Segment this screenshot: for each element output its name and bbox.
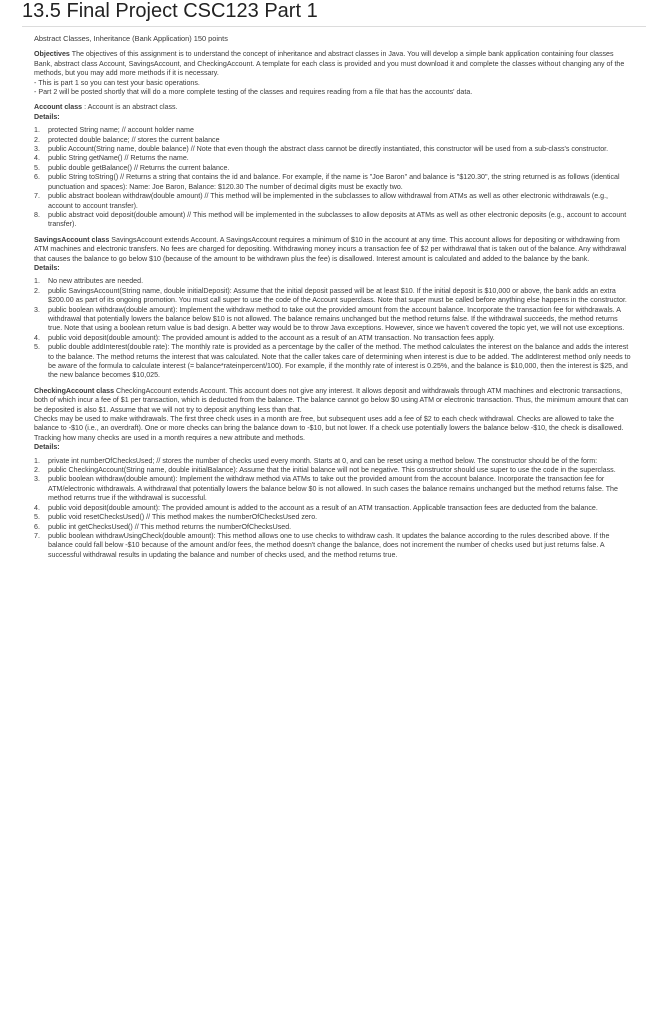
checking-intro [34, 387, 632, 415]
list-item: 7. public boolean withdrawUsingCheck(double amount): This method allows one to use checks to withdraw cash. It updates the balance according to the rules described above. If the balance could fall below -$10 because of the amount and/or fees, the method doesn't change the balance, does not increment the number of checks used but just returns false. A successful withdrawal results in updating the balance and number of checks used, and the method returns true. [34, 531, 610, 559]
list-item: 6. public String toString() // Returns a string that contains the id and balance. For example, if the name is "Joe Baron" and balance is "$120.30", the string returned is as follows (identical punctuation and spaces): Name: Joe Baron, Balance: $120.30 The number of decimal digits must be exactly two. [34, 173, 620, 191]
objectives-text: The objectives of this assignment is to understand the concept of inheritance and abstract classes in Java. You will develop a simple bank application containing four classes Bank, abstract class Account, SavingsAccount, and CheckingAccount. A template for each class is provided and you must download it and complete the classes without changing any of the methods, but you may add more methods if it is necessary. [34, 50, 625, 78]
savings-label: SavingsAccount class [34, 235, 110, 244]
list-item: 1. No new attributes are needed. [34, 277, 144, 286]
list-item: 8. public abstract void deposit(double amount) // This method will be implemented in the subclasses to allow deposits at ATMs as well as other electronic deposits (e.g., account to account transfer). [34, 210, 627, 229]
savings-details-label: Details: [34, 263, 60, 272]
assignment-body [34, 34, 632, 560]
list-item: 2. public CheckingAccount(String name, double initialBalance): Assume that the initial balance will not be negative. This constructor should use super to use the code in the superclass. [34, 466, 616, 475]
list-item: 1. private int numberOfChecksUsed; // stores the number of checks used every month. Starts at 0, and can be reset using a method below. The constructor should be of the form: [34, 456, 598, 465]
savings-text: SavingsAccount extends Account. A SavingsAccount requires a minimum of $10 in the account at any time. This account allows for depositing or withdrawing from ATM machines and electronic transfers. No fees are charged for depositing. Withdrawing money incurs a transaction fee of $2 per withdrawal that is taken out of the balance. Any withdrawal that causes the balance to go below $10 (because of the amount to be withdrawn plus the fee) is disallowed. Interest amount is calculated and added to the balance by the bank. [34, 235, 627, 263]
list-item: 5. public double addInterest(double rate): The monthly rate is provided as a percentage by the caller of the method. The method calculates the interest on the balance and adds the interest to the balance. The method returns the interest that was calculated. Note that the caller takes care of determining when interest is due to be added. The addInterest method only needs to be aware of the formula to calculate interest (= balance*rateinpercent/100). For example, if the monthly rate of interest is 0.25%, and the balance is $10,000, then the interest is $25, and the new balance becomes $10,025. [34, 343, 631, 380]
checking-text: CheckingAccount extends Account. This account does not give any interest. It allows deposit and withdrawals through ATM machines and electronic transactions, both of which incur a fee of $1 per transaction, which is deducted from the balance. The balance cannot go below $0 using ATM or electronic transaction. Thus, the minimum amount that can be deposited is also $1. Assume that we will not try to deposit anything less than that. [34, 386, 629, 414]
list-item: 2. public SavingsAccount(String name, double initialDeposit): Assume that the initial deposit passed will be at least $10. If the initial deposit is $10,000 or above, the bank adds an extra $200.00 as part of its ongoing promotion. You must call super to use the code of the Account superclass. Note that super must be called before anything else happens in the constructor. [34, 286, 627, 305]
list-item: 6. public int getChecksUsed() // This method returns the numberOfChecksUsed. [34, 522, 292, 531]
list-item: 3. public boolean withdraw(double amount): Implement the withdraw method to take out the provided amount from the account balance. Incorporate the transaction fee for withdrawals. A withdrawal that potentially lowers the balance below $10 is not allowed. The balance remains unchanged but the method returns false. If the withdrawal succeeds, the method returns true. Note that using a boolean return value is bad design. A better way would be to throw Java exceptions. However, since we haven't covered the topic yet, we will not use exceptions. [34, 305, 625, 333]
assignment-subtitle: Abstract Classes, Inheritance (Bank Application) 150 points [34, 34, 228, 43]
checking-text-2: Checks may be used to make withdrawals. The first three check uses in a month are free, but subsequent uses add a fee of $2 to each check withdrawal. Checks are allowed to take the balance to -$10 (i.e., an overdraft). One or more checks can bring the balance down to -$10, but not lower. If a check use potentially lowers the balance below -$10, the check is disallowed. Tracking how many checks are used in a month requires a new attribute and methods. [34, 415, 624, 442]
savings-details-list [34, 277, 632, 380]
savings-intro [34, 236, 632, 264]
list-item: 2. protected double balance; // stores the current balance [34, 135, 220, 144]
account-details-label: Details: [34, 112, 60, 121]
list-item: 3. public Account(String name, double balance) // Note that even though the abstract class cannot be directly instantiated, this constructor will be used from a sub-class's constructor. [34, 145, 609, 154]
page-title: 13.5 Final Project CSC123 Part 1 [22, 0, 318, 22]
account-intro [34, 103, 632, 112]
title-divider [22, 26, 646, 27]
checking-details-list [34, 457, 632, 560]
checking-label: CheckingAccount class [34, 386, 115, 395]
list-item: 1. protected String name; // account holder name [34, 126, 194, 135]
list-item: 5. public void resetChecksUsed() // This method makes the numberOfChecksUsed zero. [34, 513, 318, 522]
list-item: 3. public boolean withdraw(double amount): Implement the withdraw method via ATMs to take out the provided amount from the account balance. Incorporate the transaction fee for ATM/electronic withdrawals. A withdrawal that potentially lowers the balance below $0 is not allowed. In such cases the balance remains unchanged but the method returns false. The method returns true if the withdrawal is successful. [34, 475, 618, 503]
objectives-note-2: - Part 2 will be posted shortly that will do a more complete testing of the classes and requires reading from a file that has the accounts' data. [34, 88, 473, 97]
objectives-note-1: - This is part 1 so you can test your basic operations. [34, 78, 200, 87]
account-text: : Account is an abstract class. [84, 103, 178, 112]
list-item: 5. public double getBalance() // Returns the current balance. [34, 163, 230, 172]
content [22, 26, 646, 560]
account-label: Account class [34, 103, 83, 112]
list-item: 4. public void deposit(double amount): The provided amount is added to the account as a result of an ATM transaction. Applicable transaction fees are deducted from the balance. [34, 503, 598, 512]
objectives-paragraph [34, 50, 632, 78]
list-item: 7. public abstract boolean withdraw(double amount) // This method will be implemented in the subclasses to allow withdrawal from ATMs as well as other electronic withdrawals (e.g., account to account transfer). [34, 192, 609, 210]
list-item: 4. public void deposit(double amount): The provided amount is added to the account as a result of an ATM transaction. No transaction fees apply. [34, 333, 495, 342]
checking-details-label: Details: [34, 443, 60, 452]
list-item: 4. public String getName() // Returns the name. [34, 154, 189, 163]
account-details-list [34, 126, 632, 229]
objectives-label: Objectives [34, 50, 70, 59]
